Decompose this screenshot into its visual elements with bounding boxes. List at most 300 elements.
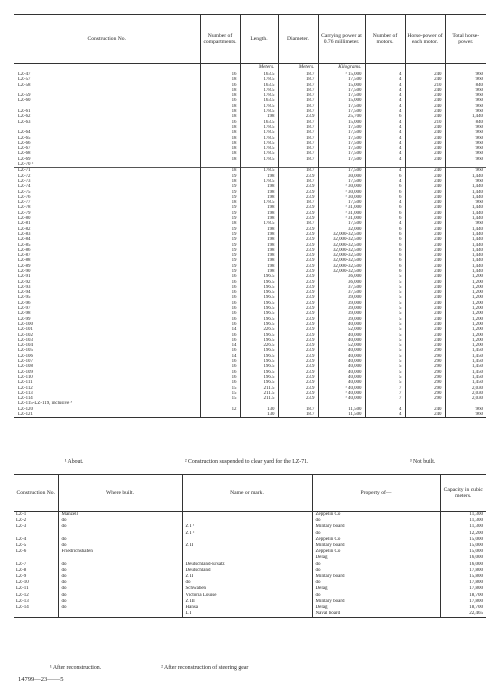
data-cell: 5 [365, 333, 405, 338]
construction-no-cell: LZ-95 [18, 295, 31, 301]
data-cell: 4 [365, 130, 405, 135]
construction-no-cell: LZ-78 [18, 205, 31, 211]
data-cell: 178.5 [240, 200, 278, 205]
data-cell: do [312, 568, 440, 574]
data-cell: 6 [365, 211, 405, 216]
table-header-row [14, 15, 486, 64]
table2-footnotes [50, 665, 470, 671]
data-cell: 18.7 [278, 151, 318, 156]
data-cell: Delag [312, 555, 440, 561]
data-cell: 40,000 [318, 348, 365, 353]
data-cell: 196.5 [240, 364, 278, 369]
construction-no-cell: LZ-100 [18, 321, 33, 327]
data-cell: 198 [240, 211, 278, 216]
data-cell: 5 [365, 338, 405, 343]
data-cell: do [312, 593, 440, 599]
data-cell: 18.7 [278, 104, 318, 109]
construction-no-cell: LZ-111 [18, 380, 33, 386]
column-header: Construction No. [14, 15, 200, 64]
data-cell: do [312, 580, 440, 586]
data-cell: 19 [200, 216, 240, 221]
data-cell: 240 [405, 317, 445, 322]
data-cell: 240 [405, 168, 445, 174]
data-cell: 1,200 [445, 322, 486, 327]
data-cell: 4 [365, 157, 405, 162]
data-cell: 6 [365, 248, 405, 253]
capacity-cell: 16,000 [440, 562, 486, 568]
data-cell: 240 [405, 146, 445, 151]
data-cell: 23.9 [278, 190, 318, 195]
data-cell: 23.9 [278, 343, 318, 348]
data-cell: do [58, 537, 182, 543]
data-cell: 40,000 [318, 354, 365, 359]
data-cell: 210 [405, 83, 445, 88]
data-cell: LZ-3 [16, 524, 27, 530]
data-cell: 32,000-32,500 [318, 258, 365, 263]
data-cell: 37,500 [318, 285, 365, 290]
data-cell: 18 [200, 157, 240, 162]
data-cell: 16 [200, 375, 240, 380]
data-cell: 6 [365, 216, 405, 221]
data-cell: 14 [200, 327, 240, 332]
column-header: Number of compartments. [200, 15, 240, 64]
data-cell: 226.5 [240, 343, 278, 348]
data-cell: 19 [200, 269, 240, 274]
construction-no-cell: LZ-96 [18, 300, 31, 306]
data-cell: 240 [405, 264, 445, 269]
data-cell: do [58, 593, 182, 599]
data-cell: 39,000 [318, 311, 365, 316]
data-cell: 18.7 [278, 72, 318, 77]
data-cell: 23.9 [278, 248, 318, 253]
construction-no-cell: LZ-62 [18, 114, 31, 120]
unit-cell [405, 64, 445, 73]
data-cell: 17,500 [318, 93, 365, 98]
data-cell: 17,500 [318, 88, 365, 93]
data-cell: LZ-7 [16, 561, 27, 567]
data-cell: 18 [200, 146, 240, 151]
data-cell: 7 [365, 391, 405, 396]
data-cell: 198 [240, 243, 278, 248]
data-cell: 32,000-32,500 [318, 243, 365, 248]
data-cell: 19 [200, 258, 240, 263]
data-cell: 16 [200, 317, 240, 322]
data-cell: 18.7 [278, 83, 318, 88]
data-cell: Zeppelin Co [312, 512, 440, 519]
data-cell: 1,450 [445, 364, 486, 369]
data-cell: 196.5 [240, 380, 278, 385]
data-cell: 1,450 [445, 370, 486, 375]
data-cell: 39,000 [318, 306, 365, 311]
data-cell: 211.5 [240, 386, 278, 391]
data-cell: 16 [200, 301, 240, 306]
construction-no-cell: LZ-110 [18, 374, 33, 380]
data-cell: 16 [200, 280, 240, 285]
data-cell: 16 [200, 295, 240, 300]
data-cell: 1,450 [445, 380, 486, 385]
data-cell: 960 [445, 221, 486, 226]
data-cell: 240 [405, 151, 445, 156]
data-cell: 240 [405, 306, 445, 311]
data-cell: 2,030 [445, 391, 486, 396]
data-cell: 290 [405, 359, 445, 364]
data-cell: 23.9 [278, 338, 318, 343]
data-cell: LZ-10 [16, 580, 29, 586]
data-cell: 6 [365, 258, 405, 263]
data-cell [58, 611, 182, 618]
data-cell: 240 [405, 190, 445, 195]
data-cell: 4 [365, 136, 405, 141]
construction-no-cell: LZ-74 [18, 184, 31, 190]
data-cell: 290 [405, 348, 445, 353]
data-cell: 240 [405, 93, 445, 98]
data-cell: 1,450 [445, 354, 486, 359]
data-cell: 290 [405, 396, 445, 401]
data-cell: LZ-6 [16, 549, 27, 555]
data-cell: 17,500 [318, 141, 365, 146]
data-cell: 198 [240, 253, 278, 258]
data-cell: Delag [312, 586, 440, 592]
data-cell: 1,440 [445, 114, 486, 119]
data-cell: 18 [200, 200, 240, 205]
data-cell: 18.7 [278, 88, 318, 93]
data-cell: 4 [365, 179, 405, 184]
construction-no-cell: LZ-92 [18, 279, 31, 285]
data-cell [200, 412, 240, 418]
data-cell: 240 [405, 216, 445, 221]
data-cell: Military board [312, 599, 440, 605]
units-row [14, 64, 486, 73]
construction-no-cell: LZ-99 [18, 316, 31, 322]
data-cell: 5 [365, 317, 405, 322]
data-cell: 23.9 [278, 354, 318, 359]
data-cell: 16 [200, 120, 240, 125]
data-cell: 4 [365, 200, 405, 205]
data-cell: 240 [405, 109, 445, 114]
data-cell: 14 [200, 354, 240, 359]
data-cell: 19 [200, 227, 240, 232]
data-cell: 240 [405, 72, 445, 77]
data-cell: 196.5 [240, 359, 278, 364]
data-cell: Naval board [312, 611, 440, 618]
data-cell: 1,440 [445, 243, 486, 248]
data-cell: 11,500 [318, 412, 365, 418]
data-cell: LZ-5 [16, 543, 27, 549]
data-cell: 240 [405, 157, 445, 162]
data-cell: 198 [240, 205, 278, 210]
data-cell: 32,000-32,500 [318, 264, 365, 269]
capacity-cell: 11,300 [440, 524, 486, 530]
capacity-cell: 22,465 [440, 611, 486, 618]
column-header: Property of— [312, 475, 440, 512]
data-cell: 1,440 [445, 258, 486, 263]
data-cell: 130 [240, 412, 278, 418]
construction-no-cell: LZ-107 [18, 359, 33, 365]
data-cell: 5 [365, 375, 405, 380]
data-cell: 240 [405, 200, 445, 205]
construction-no-cell: LZ-101 [18, 327, 33, 333]
data-cell: 960 [445, 104, 486, 109]
construction-no-cell: LZ-63 [18, 119, 31, 125]
data-cell: 52,000 [318, 343, 365, 348]
data-cell: 1,200 [445, 290, 486, 295]
data-cell: 18.7 [278, 168, 318, 174]
data-cell: 290 [405, 364, 445, 369]
data-cell: 4 [365, 104, 405, 109]
data-cell: 840 [445, 120, 486, 125]
data-cell: Hansa [182, 605, 312, 611]
data-cell: 25,700 [318, 114, 365, 119]
data-cell: 240 [405, 227, 445, 232]
data-cell: 6 [365, 184, 405, 189]
column-header: Carrying power at 0.76 millimeter. [318, 15, 365, 64]
construction-no-cell: LZ-115-LZ-119, inclusive ³ [18, 401, 72, 407]
data-cell: 4 [365, 125, 405, 130]
data-cell: 240 [405, 195, 445, 200]
data-cell: 18.7 [278, 109, 318, 114]
construction-no-cell: LZ-84 [18, 237, 31, 243]
data-cell: 290 [405, 370, 445, 375]
data-cell: 1,440 [445, 174, 486, 179]
data-cell: 1,440 [445, 216, 486, 221]
data-cell: 18 [200, 141, 240, 146]
data-cell: 15 [200, 396, 240, 401]
data-cell: 196.5 [240, 370, 278, 375]
data-cell: do [58, 574, 182, 580]
data-cell: 36,000 [318, 280, 365, 285]
data-cell: LZ-8 [16, 567, 27, 573]
data-cell: 40,000 [318, 364, 365, 369]
data-cell: 1,440 [445, 190, 486, 195]
data-cell: 4 [365, 412, 405, 418]
data-cell: ¹ 15,000 [318, 72, 365, 77]
construction-no-cell: LZ-59 [18, 93, 31, 99]
data-cell: 16 [200, 274, 240, 279]
data-cell: 178.5 [240, 136, 278, 141]
data-cell: 196.5 [240, 306, 278, 311]
construction-no-cell: LZ-83 [18, 231, 31, 237]
data-cell: 4 [365, 141, 405, 146]
data-cell: 1,440 [445, 237, 486, 242]
data-cell: 16 [200, 285, 240, 290]
data-cell: 23.9 [278, 269, 318, 274]
data-cell: 5 [365, 280, 405, 285]
data-cell: Z II [182, 543, 312, 549]
data-cell: L I [182, 611, 312, 618]
data-cell: 198 [240, 190, 278, 195]
construction-no-cell: LZ-121 [14, 412, 200, 418]
construction-no-cell: LZ-80 [18, 216, 31, 222]
data-cell: 32,000 [318, 227, 365, 232]
construction-no-cell: LZ-76 [18, 194, 31, 200]
data-cell: 36,000 [318, 274, 365, 279]
column-header: Name or mark. [182, 475, 312, 512]
data-cell: 196.5 [240, 317, 278, 322]
data-cell: 40,000 [318, 375, 365, 380]
data-cell: 1,200 [445, 338, 486, 343]
data-cell: 1,200 [445, 285, 486, 290]
data-cell: do [312, 518, 440, 524]
data-cell: 23.9 [278, 114, 318, 119]
data-cell: 32,000-32,500 [318, 237, 365, 242]
data-cell: 2,030 [445, 386, 486, 391]
construction-no-cell: LZ-109 [18, 369, 33, 375]
construction-no-cell: LZ-102 [18, 332, 33, 338]
data-cell: 16 [200, 290, 240, 295]
construction-no-cell: LZ-120 [18, 406, 33, 412]
data-cell: 19 [200, 195, 240, 200]
data-cell: 163.5 [240, 98, 278, 103]
data-cell: 23.9 [278, 195, 318, 200]
data-cell: 19 [200, 253, 240, 258]
data-cell: 240 [405, 205, 445, 210]
data-cell: 18.7 [278, 125, 318, 130]
data-cell [182, 512, 312, 519]
data-cell: 17,500 [318, 136, 365, 141]
data-cell: 178.5 [240, 179, 278, 184]
data-cell: 23.9 [278, 311, 318, 316]
data-cell: 290 [405, 380, 445, 385]
data-cell: 1,200 [445, 333, 486, 338]
data-cell: 18.7 [278, 221, 318, 226]
data-cell: ¹ 31,000 [318, 211, 365, 216]
data-cell: 18.7 [278, 136, 318, 141]
data-cell: 19 [200, 237, 240, 242]
airship-ownership-table [14, 474, 486, 618]
data-cell: 198 [240, 248, 278, 253]
data-cell: 1,200 [445, 343, 486, 348]
capacity-cell: 17,800 [440, 599, 486, 605]
page-number: 14799—23——5 [18, 676, 64, 683]
data-cell: 16 [200, 72, 240, 77]
data-cell: LZ-11 [16, 586, 29, 592]
data-cell: 960 [445, 168, 486, 174]
construction-no-cell: LZ-69 [18, 156, 31, 162]
data-cell: 196.5 [240, 322, 278, 327]
data-cell: 196.5 [240, 333, 278, 338]
data-cell: 19 [200, 264, 240, 269]
data-cell: 23.9 [278, 322, 318, 327]
data-cell: 1,440 [445, 253, 486, 258]
data-cell: 178.5 [240, 77, 278, 82]
data-cell: 163.5 [240, 120, 278, 125]
data-cell: 1,200 [445, 295, 486, 300]
data-cell: Friedrichshafen [58, 549, 182, 555]
data-cell: 240 [405, 322, 445, 327]
data-cell: 4 [365, 88, 405, 93]
data-cell: do [58, 568, 182, 574]
construction-no-cell: LZ-65 [18, 135, 31, 141]
data-cell: 18 [200, 125, 240, 130]
data-cell: 18 [200, 109, 240, 114]
data-cell: 240 [405, 290, 445, 295]
data-cell: 240 [405, 211, 445, 216]
data-cell: 5 [365, 364, 405, 369]
data-cell: 960 [445, 93, 486, 98]
data-cell: 37,500 [318, 290, 365, 295]
data-cell: 5 [365, 290, 405, 295]
data-cell: 196.5 [240, 280, 278, 285]
data-cell: 7 [365, 386, 405, 391]
data-cell: 19 [200, 243, 240, 248]
data-cell: Z II [182, 574, 312, 580]
data-cell: Delag [312, 605, 440, 611]
capacity-cell: 11,300 [440, 518, 486, 524]
construction-no-cell: LZ-103 [18, 337, 33, 343]
data-cell: 240 [405, 258, 445, 263]
data-cell: 23.9 [278, 258, 318, 263]
capacity-cell: 16,000 [440, 555, 486, 561]
data-cell: 240 [405, 179, 445, 184]
data-cell: 23.9 [278, 348, 318, 353]
data-cell: 198 [240, 184, 278, 189]
data-cell: 23.9 [278, 380, 318, 385]
data-cell: 240 [405, 174, 445, 179]
capacity-cell: 18,700 [440, 593, 486, 599]
data-cell: 4 [365, 151, 405, 156]
data-cell: 23.9 [278, 364, 318, 369]
data-cell: 240 [405, 280, 445, 285]
data-cell: 11,500 [318, 407, 365, 412]
column-header: Number of motors. [365, 15, 405, 64]
data-cell: 1,200 [445, 306, 486, 311]
data-cell [14, 611, 58, 618]
data-cell: 16 [200, 311, 240, 316]
data-cell: 4 [365, 221, 405, 226]
data-cell: 1,200 [445, 311, 486, 316]
data-cell: do [58, 580, 182, 586]
construction-no-cell: LZ-94 [18, 290, 31, 296]
data-cell: 960 [445, 77, 486, 82]
data-cell: 196.5 [240, 354, 278, 359]
data-cell: 1,200 [445, 317, 486, 322]
capacity-cell: 17,800 [440, 586, 486, 592]
data-cell: do [312, 531, 440, 537]
data-cell: 240 [405, 343, 445, 348]
data-cell: 6 [365, 264, 405, 269]
data-cell: 1,440 [445, 195, 486, 200]
data-cell: 1,440 [445, 184, 486, 189]
data-cell: 23.9 [278, 274, 318, 279]
data-cell: 198 [240, 216, 278, 221]
construction-no-cell: LZ-75 [18, 189, 31, 195]
data-cell: Z III [182, 599, 312, 605]
data-cell: 6 [365, 114, 405, 119]
data-cell: 17,500 [318, 221, 365, 226]
data-cell: do [58, 518, 182, 524]
data-cell: 6 [365, 237, 405, 242]
data-cell: 17,500 [318, 151, 365, 156]
data-cell: 18 [200, 88, 240, 93]
data-cell: 178.5 [240, 88, 278, 93]
data-cell: 6 [365, 174, 405, 179]
footnote: ² After reconstruction of steering gear [161, 665, 249, 671]
data-cell: 17,500 [318, 109, 365, 114]
construction-no-cell: LZ-57 [18, 77, 31, 83]
data-cell: 4 [365, 77, 405, 82]
data-cell: 32,000-32,500 [318, 253, 365, 258]
column-header: Capacity in cubic meters. [440, 475, 486, 512]
unit-cell [365, 64, 405, 73]
data-cell: 23.9 [278, 333, 318, 338]
construction-no-cell: LZ-93 [18, 284, 31, 290]
construction-no-cell: LZ-108 [18, 364, 33, 370]
data-cell: 240 [405, 141, 445, 146]
construction-no-cell: LZ-60 [18, 98, 31, 104]
data-cell: do [182, 580, 312, 586]
data-cell: 18.7 [278, 179, 318, 184]
data-cell: 196.5 [240, 295, 278, 300]
